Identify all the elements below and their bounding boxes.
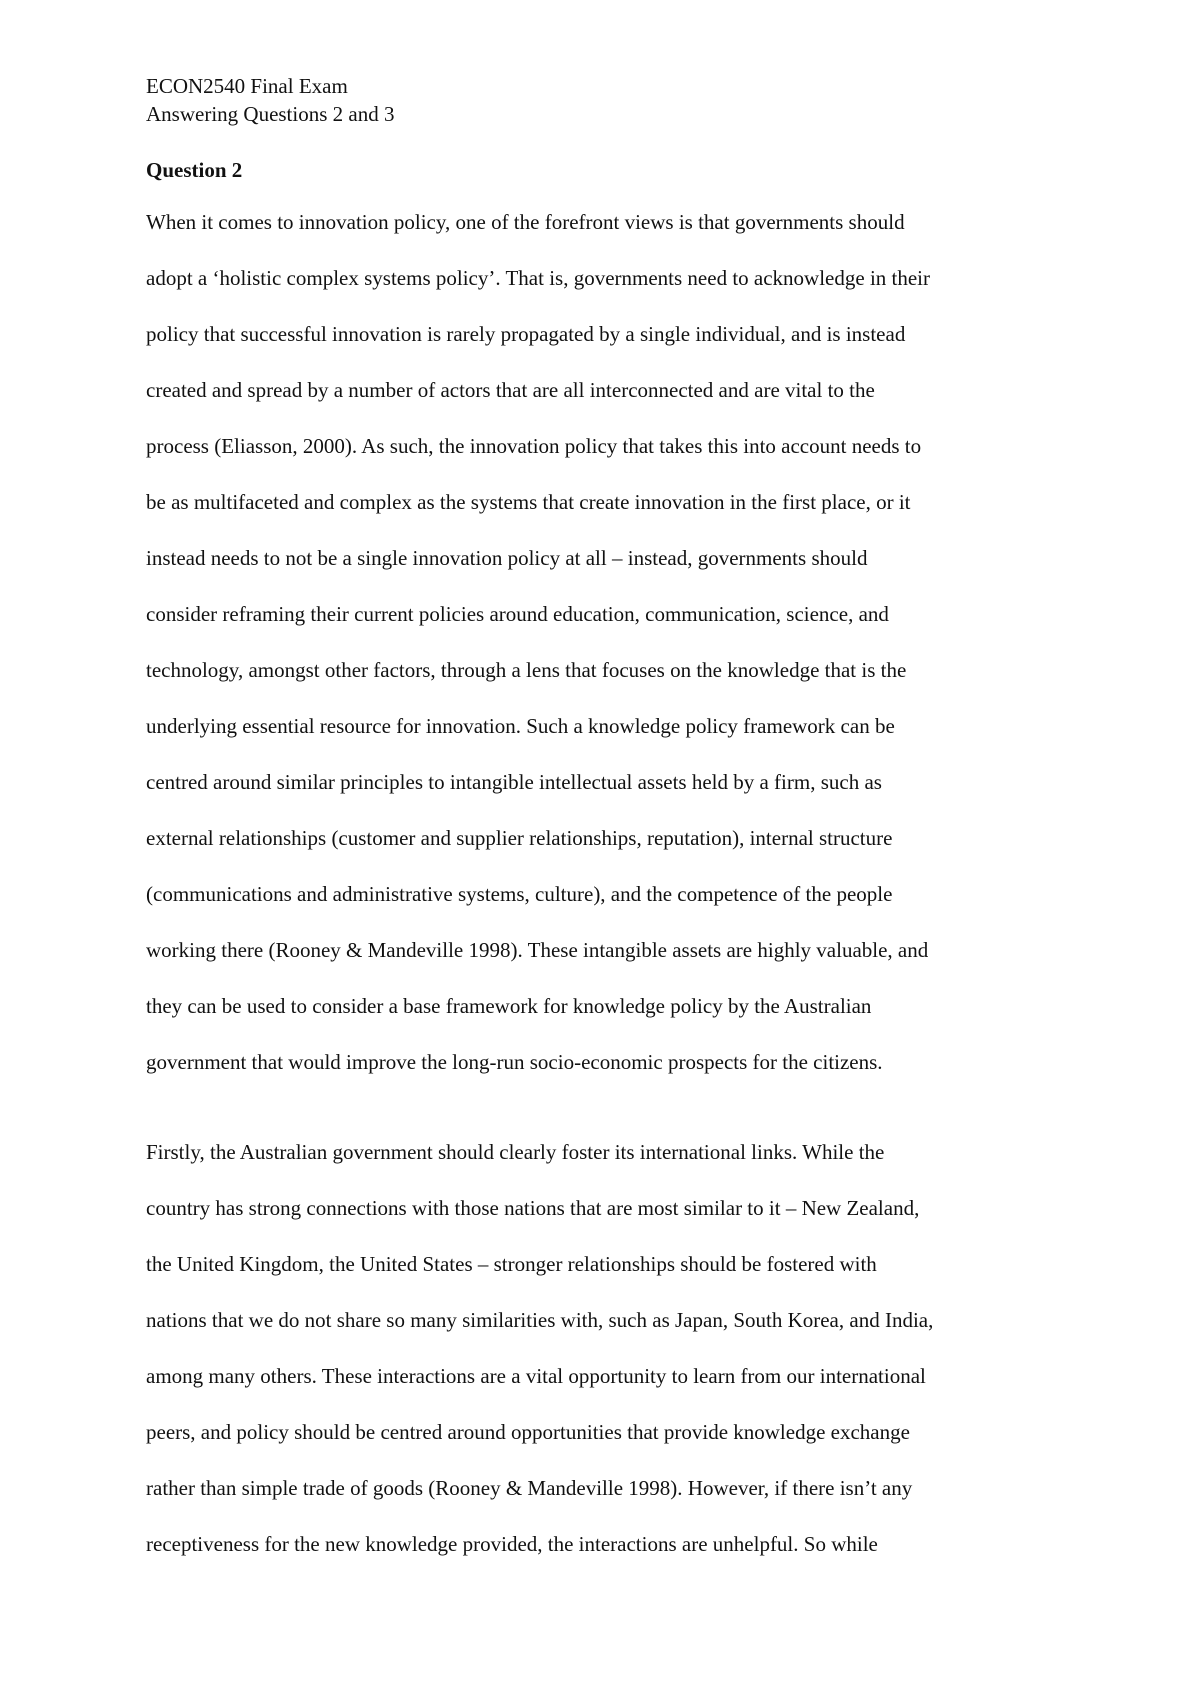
text-line: centred around similar principles to intangible intellectual assets held by a firm, such as — [146, 770, 882, 794]
text-line: among many others. These interactions are a vital opportunity to learn from our international — [146, 1364, 926, 1388]
text-line: receptiveness for the new knowledge provided, the interactions are unhelpful. So while — [146, 1532, 878, 1556]
document-subtitle: Answering Questions 2 and 3 — [146, 102, 395, 126]
text-line: adopt a ‘holistic complex systems policy’. That is, governments need to acknowledge in their — [146, 266, 931, 290]
text-line: created and spread by a number of actors that are all interconnected and are vital to the — [146, 378, 875, 402]
text-line: they can be used to consider a base framework for knowledge policy by the Australian — [146, 994, 872, 1018]
text-line: nations that we do not share so many similarities with, such as Japan, South Korea, and India, — [146, 1308, 934, 1332]
text-line: country has strong connections with those nations that are most similar to it – New Zealand, — [146, 1196, 920, 1220]
text-line: consider reframing their current policies around education, communication, science, and — [146, 602, 889, 626]
text-line: process (Eliasson, 2000). As such, the innovation policy that takes this into account needs to — [146, 434, 922, 458]
text-line: technology, amongst other factors, through a lens that focuses on the knowledge that is the — [146, 658, 907, 682]
text-line: (communications and administrative systems, culture), and the competence of the people — [146, 882, 893, 906]
document-header — [146, 72, 394, 128]
text-line: Firstly, the Australian government should clearly foster its international links. While the — [146, 1140, 885, 1164]
text-line: the United Kingdom, the United States – stronger relationships should be fostered with — [146, 1252, 877, 1276]
text-line: government that would improve the long-run socio-economic prospects for the citizens. — [146, 1050, 883, 1074]
text-line: working there (Rooney & Mandeville 1998). These intangible assets are highly valuable, and — [146, 938, 929, 962]
text-line: instead needs to not be a single innovation policy at all – instead, governments should — [146, 546, 868, 570]
text-line: When it comes to innovation policy, one of the forefront views is that governments should — [146, 210, 905, 234]
text-line: underlying essential resource for innovation. Such a knowledge policy framework can be — [146, 714, 895, 738]
text-line: external relationships (customer and supplier relationships, reputation), internal structure — [146, 826, 893, 850]
text-line: policy that successful innovation is rarely propagated by a single individual, and is instead — [146, 322, 906, 346]
text-line: rather than simple trade of goods (Rooney & Mandeville 1998). However, if there isn’t any — [146, 1476, 913, 1500]
question-heading: Question 2 — [146, 158, 243, 182]
text-line: peers, and policy should be centred around opportunities that provide knowledge exchange — [146, 1420, 910, 1444]
course-title: ECON2540 Final Exam — [146, 74, 348, 98]
text-line: be as multifaceted and complex as the systems that create innovation in the first place, or it — [146, 490, 911, 514]
